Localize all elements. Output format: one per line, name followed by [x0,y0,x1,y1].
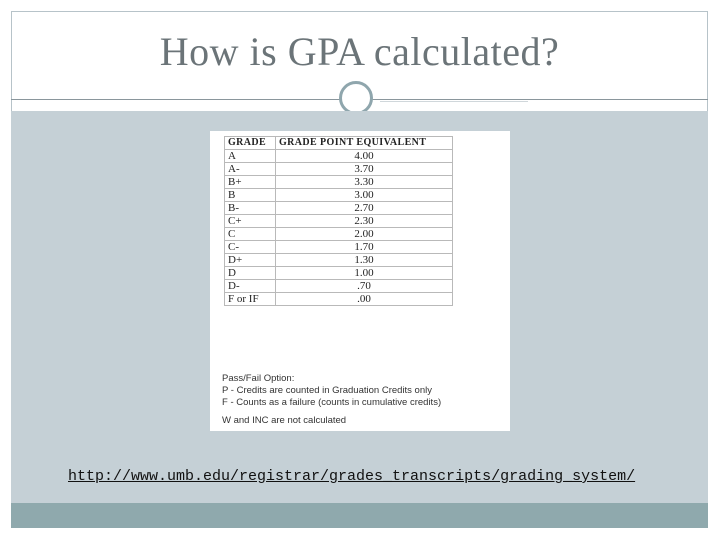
grade-table-header [225,137,453,150]
pass-fail-heading: Pass/Fail Option: [222,373,295,384]
points-cell: .70 [276,280,453,293]
table-row [225,176,453,189]
grading-system-image [210,131,510,431]
pass-fail-notes [222,373,441,427]
table-row [225,215,453,228]
grade-cell: B+ [225,176,276,189]
points-cell: 3.30 [276,176,453,189]
table-row [225,241,453,254]
table-row [225,150,453,163]
grade-cell: D- [225,280,276,293]
grade-column-header: GRADE [225,137,276,150]
grade-cell: C- [225,241,276,254]
circle-ornament-icon [339,81,373,115]
points-cell: 4.00 [276,150,453,163]
points-cell: 3.00 [276,189,453,202]
grade-cell: D [225,267,276,280]
points-cell: .00 [276,293,453,306]
grade-cell: B- [225,202,276,215]
slide-title: How is GPA calculated? [159,29,560,74]
grade-table [224,136,453,306]
w-inc-line: W and INC are not calculated [222,415,347,426]
pass-line: P - Credits are counted in Graduation Credits only [222,385,432,396]
title-divider-accent [380,101,528,102]
table-row [225,228,453,241]
grade-cell: A [225,150,276,163]
points-cell: 2.00 [276,228,453,241]
grade-cell: C [225,228,276,241]
points-cell: 2.30 [276,215,453,228]
fail-line: F - Counts as a failure (counts in cumulative credits) [222,397,442,408]
table-row [225,189,453,202]
grade-cell: D+ [225,254,276,267]
points-column-header: GRADE POINT EQUIVALENT [276,137,453,150]
table-row [225,280,453,293]
points-cell: 2.70 [276,202,453,215]
points-cell: 3.70 [276,163,453,176]
table-row [225,202,453,215]
points-cell: 1.70 [276,241,453,254]
table-row [225,254,453,267]
grade-cell: B [225,189,276,202]
table-row [225,293,453,306]
grade-cell: C+ [225,215,276,228]
table-row [225,163,453,176]
points-cell: 1.30 [276,254,453,267]
points-cell: 1.00 [276,267,453,280]
grading-system-link[interactable]: http://www.umb.edu/registrar/grades_transcripts/grading_system/ [68,468,636,485]
grade-cell: F or IF [225,293,276,306]
grade-cell: A- [225,163,276,176]
table-row [225,267,453,280]
slide-bottom-bar [11,503,708,528]
